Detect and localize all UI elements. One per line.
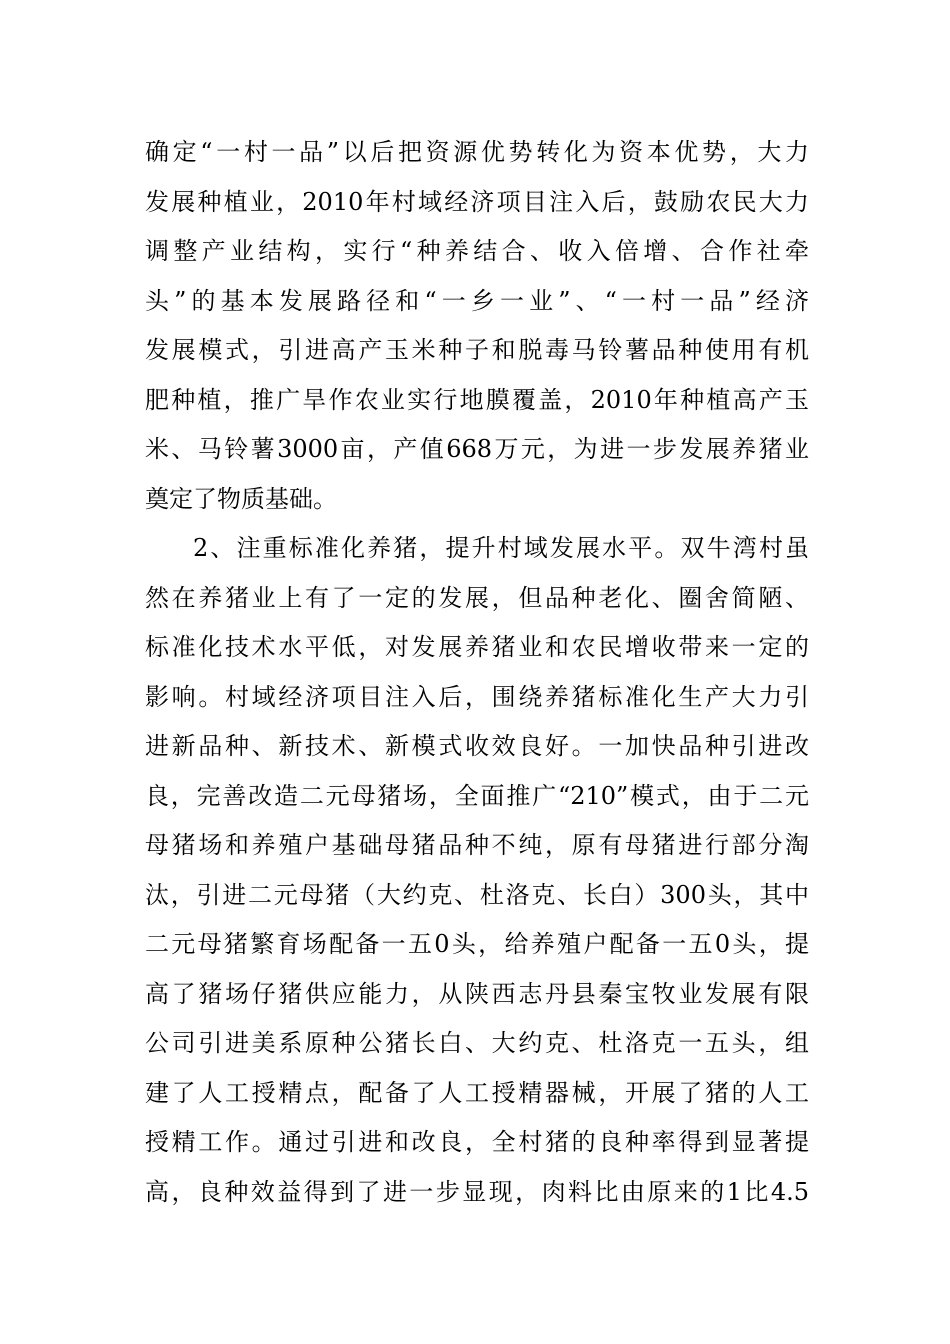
text-line: 然在养猪业上有了一定的发展，但品种老化、圈舍简陋、 — [145, 583, 809, 612]
paragraph-start-line: 2、注重标准化养猪，提升村域发展水平。双牛湾村虽 — [193, 534, 809, 562]
text-line: 发展种植业，2010年村域经济项目注入后，鼓励农民大力 — [145, 187, 809, 216]
text-line: 标准化技术水平低，对发展养猪业和农民增收带来一定的 — [145, 633, 809, 661]
text-line: 授精工作。通过引进和改良，全村猪的良种率得到显著提 — [145, 1128, 809, 1156]
text-line: 建了人工授精点，配备了人工授精器械，开展了猪的人工 — [145, 1078, 809, 1107]
text-line: 公司引进美系原种公猪长白、大约克、杜洛克一五头，组 — [145, 1029, 809, 1057]
text-line: 确定“一村一品”以后把资源优势转化为资本优势，大力 — [145, 138, 809, 166]
text-line: 高，良种效益得到了进一步显现，肉料比由原来的1比4.5 — [145, 1177, 809, 1206]
text-line: 影响。村域经济项目注入后，围绕养猪标准化生产大力引 — [145, 682, 809, 711]
text-line: 头”的基本发展路径和“一乡一业”、“一村一品”经济 — [145, 286, 809, 315]
text-line: 高了猪场仔猪供应能力，从陕西志丹县秦宝牧业发展有限 — [145, 979, 809, 1008]
text-line: 肥种植，推广旱作农业实行地膜覆盖，2010年种植高产玉 — [145, 385, 809, 414]
text-line: 汰，引进二元母猪（大约克、杜洛克、长白）300头，其中 — [145, 880, 809, 909]
text-line: 奠定了物质基础。 — [145, 484, 337, 513]
text-line: 进新品种、新技术、新模式收效良好。一加快品种引进改 — [145, 732, 809, 760]
text-line: 米、马铃薯3000亩，产值668万元，为进一步发展养猪业 — [145, 435, 809, 463]
text-line: 发展模式，引进高产玉米种子和脱毒马铃薯品种使用有机 — [145, 336, 809, 364]
text-line: 二元母猪繁育场配备一五0头，给养殖户配备一五0头，提 — [145, 930, 809, 958]
text-line: 调整产业结构，实行“种养结合、收入倍增、合作社牵 — [145, 237, 809, 265]
text-line: 良，完善改造二元母猪场，全面推广“210”模式，由于二元 — [145, 781, 809, 810]
text-line: 母猪场和养殖户基础母猪品种不纯，原有母猪进行部分淘 — [145, 831, 809, 859]
body-text — [145, 128, 809, 1217]
